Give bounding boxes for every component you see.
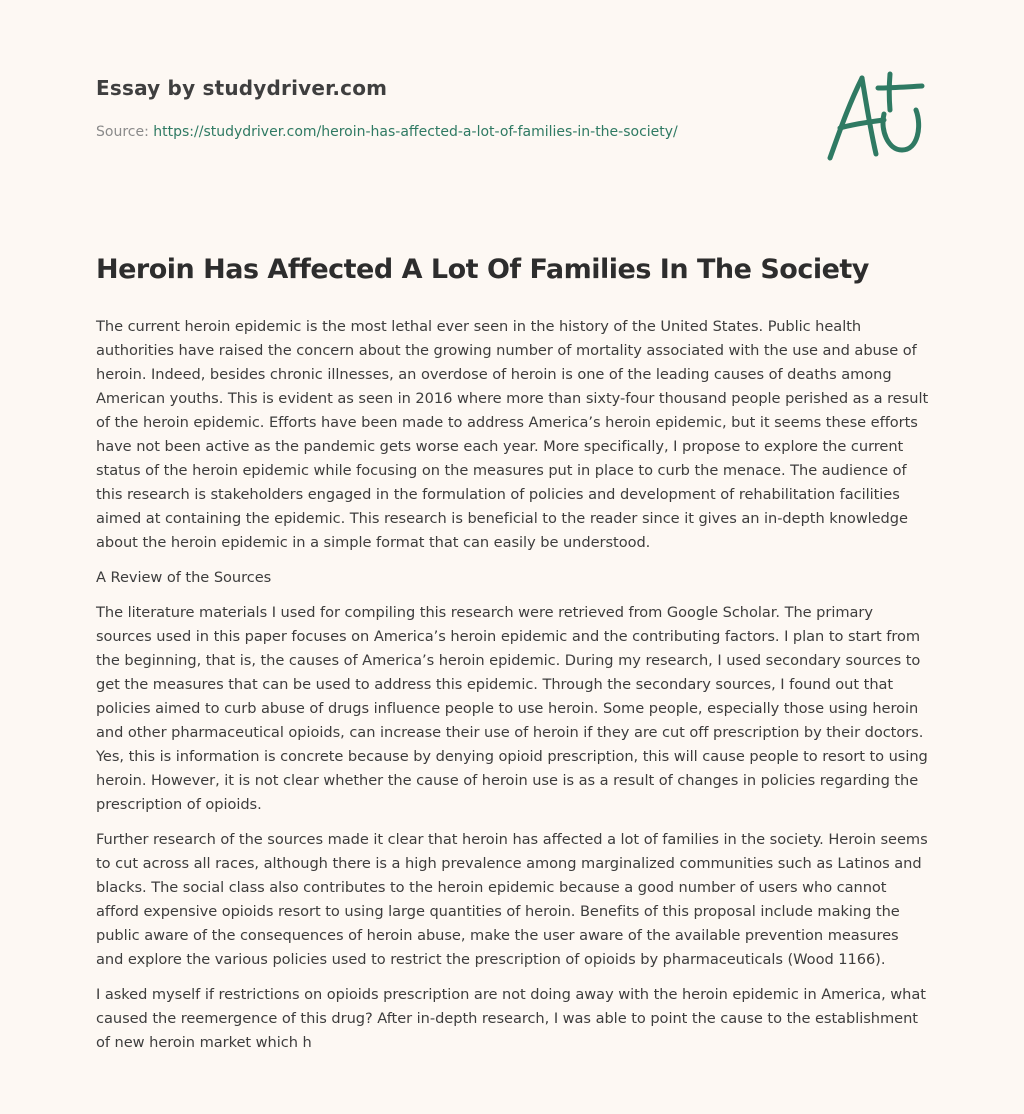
site-header-title: Essay by studydriver.com	[96, 76, 388, 100]
essay-paragraph: Further research of the sources made it clear that heroin has affected a lot of families in the society. Heroin seems to cut across all races, although there is a high prevalence among marginalized communities such as Latinos and blacks. The social class also contributes to the heroin epidemic because a good number of users who cannot afford expensive opioids resort to using large quantities of heroin. Benefits of this proposal include making the public aware of the consequences of heroin abuse, make the user aware of the available prevention measures and explore the various policies used to restrict the prescription of opioids by pharmaceuticals (Wood 1166).	[96, 831, 928, 968]
essay-body	[96, 315, 930, 1066]
source-label: Source:	[96, 124, 149, 140]
a-plus-logo-icon	[824, 66, 928, 166]
source-line	[96, 124, 678, 140]
essay-paragraph: I asked myself if restrictions on opioids prescription are not doing away with the heroin epidemic in America, what caused the reemergence of this drug? After in-depth research, I was able to point the cause to the establishment of new heroin market which h	[96, 986, 926, 1051]
section-heading: A Review of the Sources	[96, 569, 272, 586]
essay-paragraph: The literature materials I used for compiling this research were retrieved from Google Scholar. The primary sources used in this paper focuses on America’s heroin epidemic and the contributing factors. I plan to start from the beginning, that is, the causes of America’s heroin epidemic. During my research, I used secondary sources to get the measures that can be used to address this epidemic. Through the secondary sources, I found out that policies aimed to curb abuse of drugs influence people to use heroin. Some people, especially those using heroin and other pharmaceutical opioids, can increase their use of heroin if they are cut off prescription by their doctors. Yes, this is information is concrete because by denying opioid prescription, this will cause people to resort to using heroin. However, it is not clear whether the cause of heroin use is as a result of changes in policies regarding the prescription of opioids.	[96, 604, 928, 813]
source-link[interactable]: https://studydriver.com/heroin-has-affected-a-lot-of-families-in-the-society/	[153, 124, 678, 140]
essay-title: Heroin Has Affected A Lot Of Families In The Society	[96, 254, 869, 285]
essay-paragraph: The current heroin epidemic is the most lethal ever seen in the history of the United States. Public health authorities have raised the concern about the growing number of mortality associated with the use and abuse of heroin. Indeed, besides chronic illnesses, an overdose of heroin is one of the leading causes of deaths among American youths. This is evident as seen in 2016 where more than sixty-four thousand people perished as a result of the heroin epidemic. Efforts have been made to address America’s heroin epidemic, but it seems these efforts have not been active as the pandemic gets worse each year. More specifically, I propose to explore the current status of the heroin epidemic while focusing on the measures put in place to curb the menace. The audience of this research is stakeholders engaged in the formulation of policies and development of rehabilitation facilities aimed at containing the epidemic. This research is beneficial to the reader since it gives an in-depth knowledge about the heroin epidemic in a simple format that can easily be understood.	[96, 318, 929, 551]
